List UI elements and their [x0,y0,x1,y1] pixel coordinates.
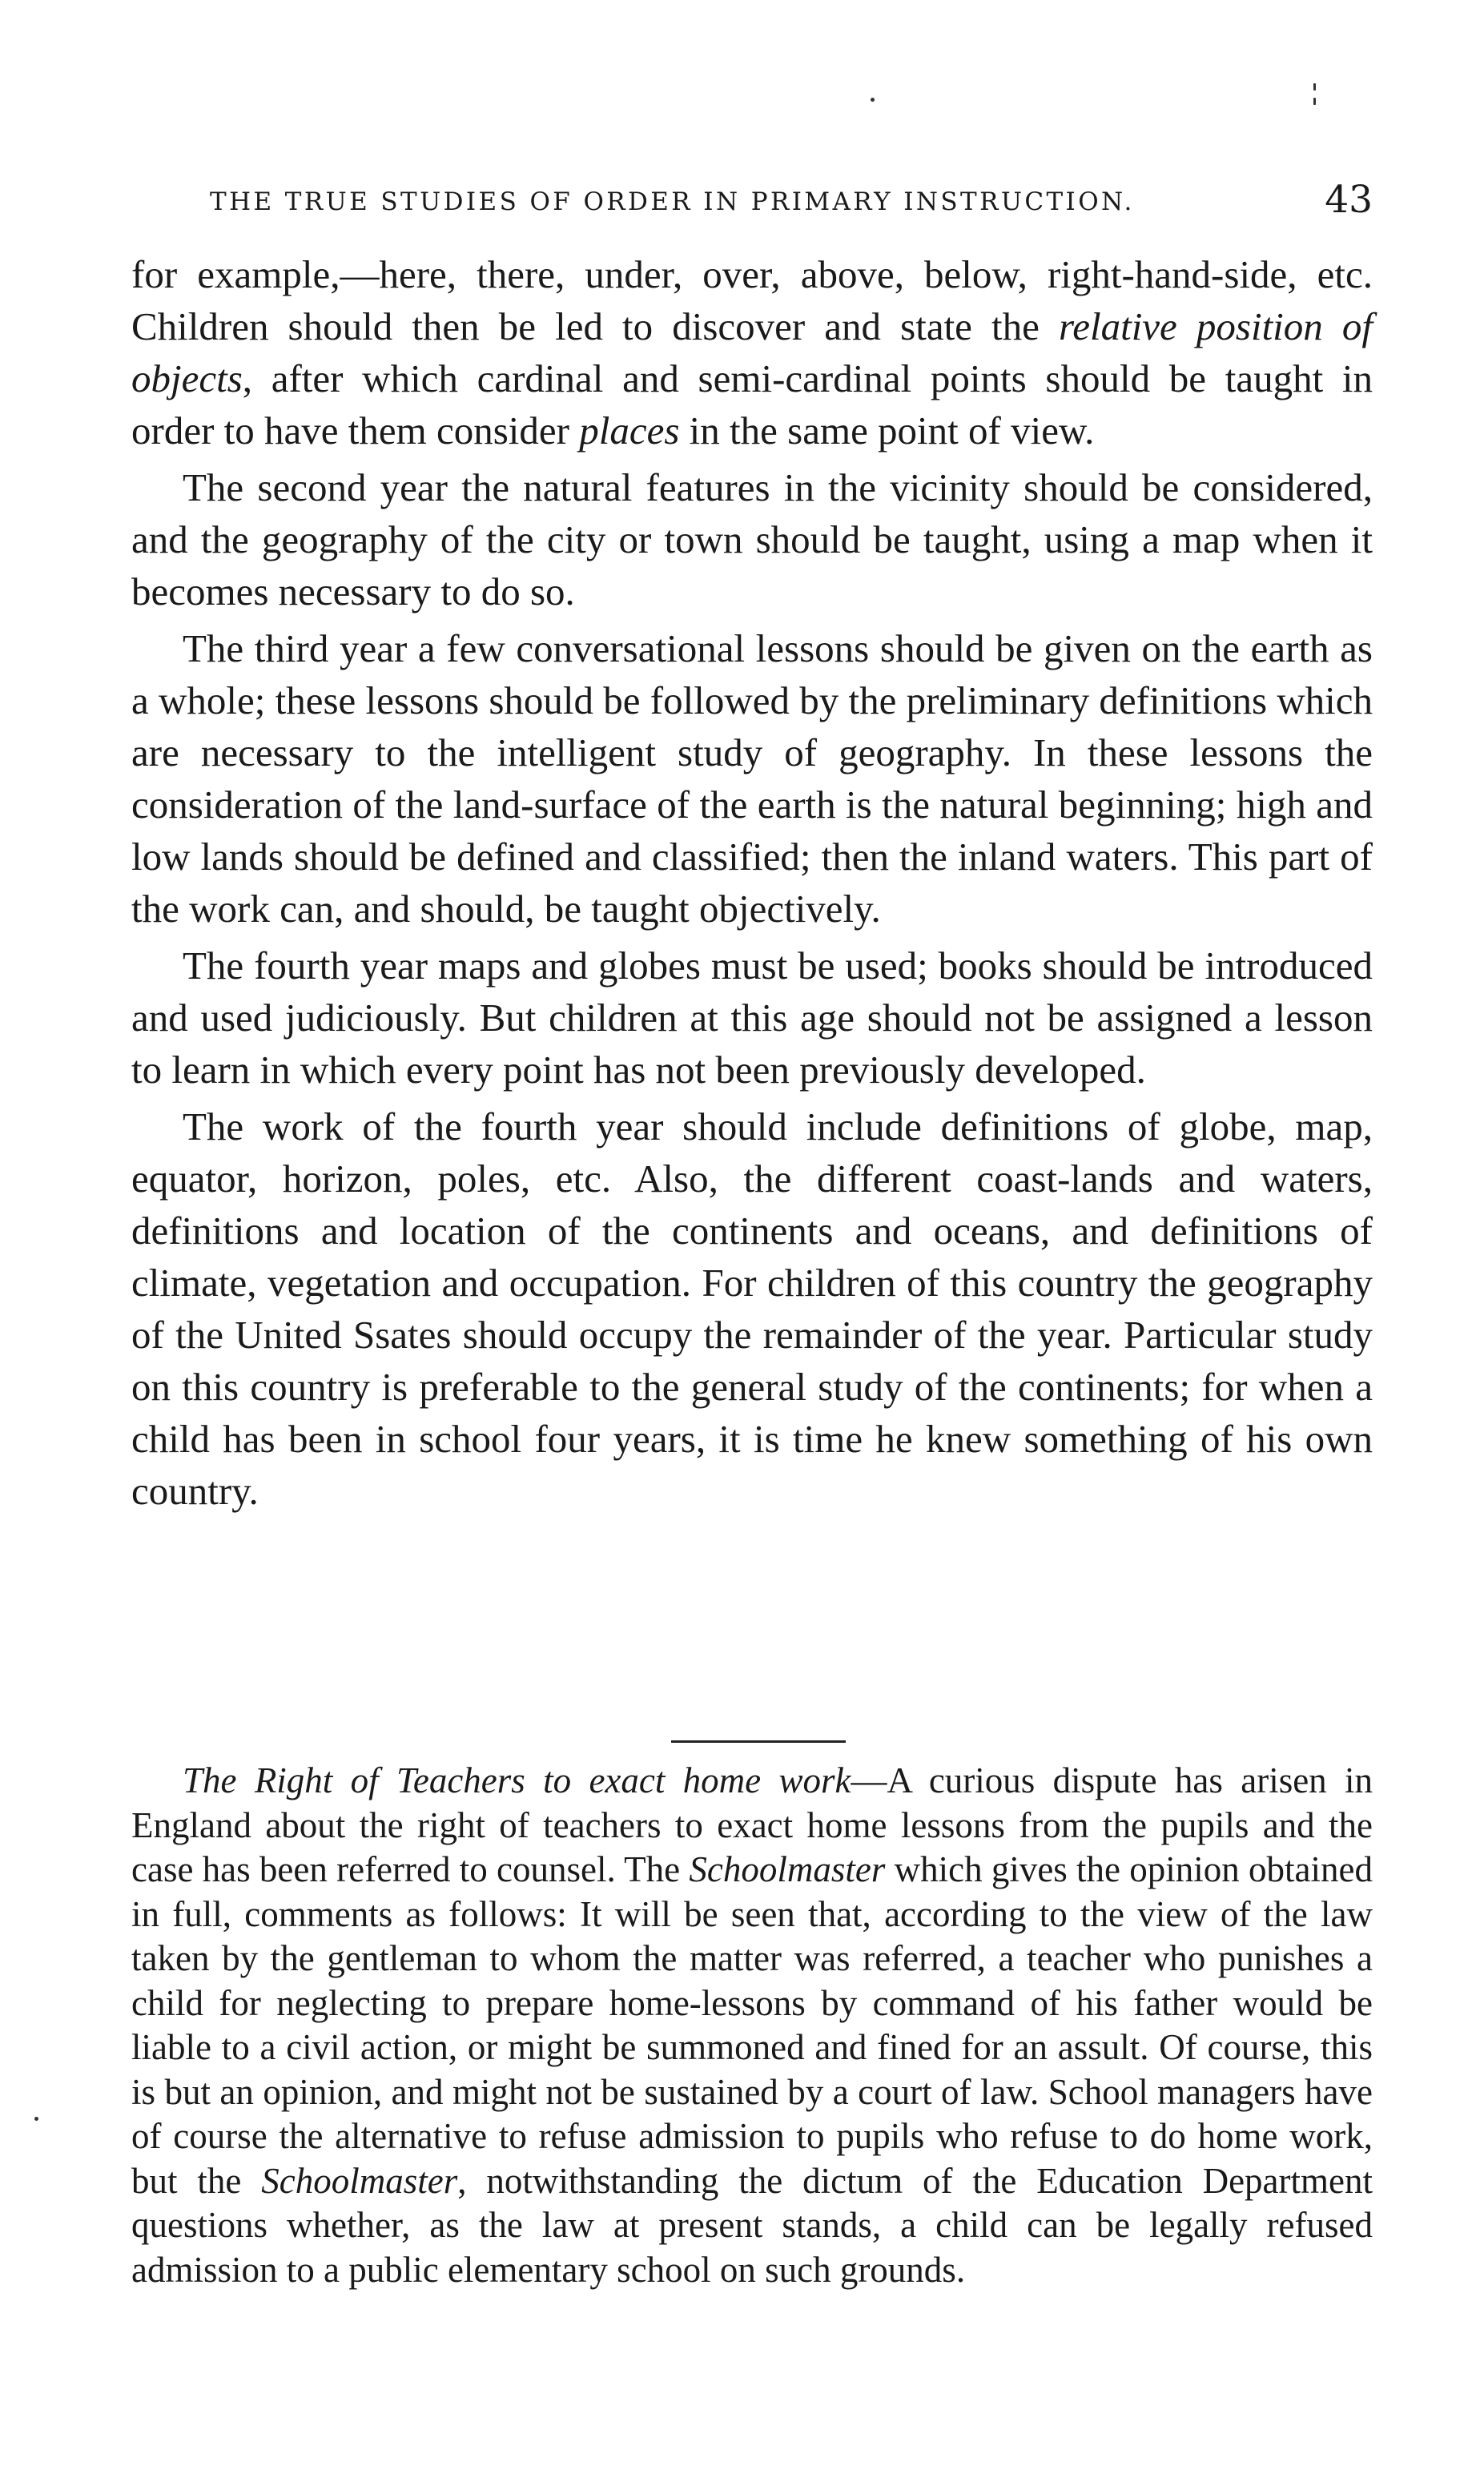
page-number: 43 [1325,178,1373,222]
print-speck [1313,83,1316,91]
print-speck [871,98,875,102]
running-header [210,178,1373,226]
note-paragraph: The Right of Teachers to exact home work—A curious dispute has arisen in England about the right of teachers to exact home lessons from the pupils and the case has been referred to counsel. The Schoolmaster which gives the opinion obtained in full, comments as follows: It will be seen that, according to the view of the law taken by the gentleman to whom the matter was referred, a teacher who punishes a child for neglecting to prepare home-lessons by command of his father would be liable to a civil action, or might be summoned and fined for an assult. Of course, this is but an opinion, and might not be sustained by a court of law. School managers have of course the alternative to refuse admission to pupils who refuse to do home work, but the Schoolmaster, notwithstanding the dictum of the Education Department questions whether, as the law at present stands, a child can be legally refused admission to a public elementary school on such grounds. [131,1760,1373,2290]
print-speck [34,2117,38,2121]
paragraph-1: for example,—here, there, under, over, above, below, right-hand-side, etc. Children should then be led to discover and state the relative position of objects, after which cardinal and semi-cardinal points should be taught in order to have them consider places in the same point of view. [131,252,1373,453]
note-section [131,1759,1373,2292]
paragraph-5: The work of the fourth year should include definitions of globe, map, equator, horizon, poles, etc. Also, the different coast-lands and waters, definitions and location of the continents and oceans, and definitions of climate, vegetation and occupation. For children of this country the geography of the United Ssates should occupy the remainder of the year. Particular study on this country is preferable to the general study of the continents; for when a child has been in school four years, it is time he knew something of his own country. [131,1104,1373,1513]
print-speck [1313,98,1316,105]
paragraph-2: The second year the natural features in the vicinity should be considered, and the geography of the city or town should be taught, using a map when it becomes necessary to do so. [131,465,1373,613]
paragraph-3: The third year a few conversational lessons should be given on the earth as a whole; these lessons should be followed by the preliminary definitions which are necessary to the intelligent study of geography. In these lessons the consideration of the land-surface of the earth is the natural beginning; high and low lands should be defined and classified; then the inland waters. This part of the work can, and should, be taught objectively. [131,626,1373,931]
running-title: THE TRUE STUDIES OF ORDER IN PRIMARY INSTRUCTION. [210,187,1135,216]
section-divider [671,1740,846,1743]
paragraph-4: The fourth year maps and globes must be used; books should be introduced and used judiciously. But children at this age should not be assigned a lesson to learn in which every point has not been previously developed. [131,943,1373,1092]
note-title: The Right of Teachers to exact home work [183,1760,851,1800]
main-text [131,248,1373,1522]
